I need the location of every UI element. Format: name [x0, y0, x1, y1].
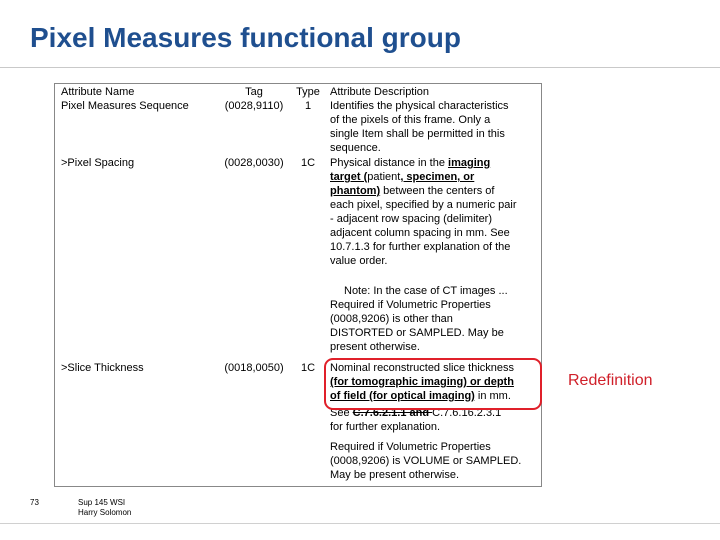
- attribute-table: [54, 83, 542, 487]
- row2-desc-text: Physical distance in the: [330, 157, 449, 169]
- row2-desc-line: each pixel, specified by a numeric pair: [330, 199, 517, 211]
- footer-line: Harry Solomon: [78, 508, 132, 517]
- row2-name: >Pixel Spacing: [61, 157, 135, 169]
- footer-line: Sup 145 WSI: [78, 498, 126, 507]
- header-tag: Tag: [245, 86, 263, 98]
- row3-type: 1C: [300, 362, 316, 374]
- footer-text: [78, 498, 131, 518]
- row2-desc-line: adjacent column spacing in mm. See: [330, 227, 510, 239]
- row3-desc-text: in mm.: [474, 390, 511, 402]
- row1-desc-line: Identifies the physical characteristics: [330, 100, 509, 112]
- row2-desc-text: between the centers of: [380, 185, 495, 197]
- row2-note-line: Note: In the case of CT images ...: [344, 285, 508, 297]
- row1-desc-line: sequence.: [330, 142, 381, 154]
- row3-tag: (0018,0050): [224, 362, 284, 374]
- row3-desc-line: Nominal reconstructed slice thickness: [330, 362, 515, 374]
- row1-desc-line: of the pixels of this frame. Only a: [330, 114, 491, 126]
- row2-desc-line: [330, 170, 540, 184]
- header-attribute-name: Attribute Name: [61, 86, 135, 98]
- row1-desc-line: single Item shall be permitted in this: [330, 128, 505, 140]
- row2-desc-line: [330, 184, 540, 198]
- row1-description: [330, 99, 540, 155]
- header-type: Type: [296, 86, 320, 98]
- row3-req-line: Required if Volumetric Properties: [330, 441, 491, 453]
- row2-tag: (0028,0030): [224, 157, 284, 169]
- footer-divider: [0, 523, 720, 524]
- row3-name: >Slice Thickness: [61, 362, 144, 374]
- row3-see-text: See: [330, 407, 353, 419]
- header-description: Attribute Description: [330, 86, 430, 98]
- row3-desc-line: for further explanation.: [330, 421, 441, 433]
- row2-desc-line: value order.: [330, 255, 388, 267]
- row3-desc-underlined: (for tomographic imaging) or depth: [330, 376, 514, 388]
- page-number: 73: [30, 498, 39, 507]
- row1-name: Pixel Measures Sequence: [61, 100, 189, 112]
- row2-desc-line: 10.7.1.3 for further explanation of the: [330, 241, 511, 253]
- row2-desc-line: [330, 156, 540, 170]
- row2-note-line: (0008,9206) is other than: [330, 313, 453, 325]
- row2-type: 1C: [300, 157, 316, 169]
- redefinition-callout: Redefinition: [568, 372, 653, 389]
- row2-desc-underlined: imaging: [448, 157, 491, 169]
- redefinition-highlight: [324, 358, 542, 410]
- title-divider: [0, 67, 720, 68]
- row2-desc-underlined: , specimen, or: [400, 171, 475, 183]
- row2-description: [330, 156, 540, 354]
- row3-req-line: May be present otherwise.: [330, 469, 460, 481]
- row1-tag: (0028,9110): [224, 100, 284, 112]
- row3-see-struck: C.7.6.2.1.1 and: [352, 407, 433, 419]
- row2-note-line: DISTORTED or SAMPLED. May be: [330, 327, 504, 339]
- row2-desc-underlined: target (: [330, 171, 368, 183]
- row2-note-line: present otherwise.: [330, 341, 420, 353]
- row2-desc-underlined: phantom): [330, 185, 381, 197]
- row3-desc-underlined: of field (for optical imaging): [330, 390, 475, 402]
- row2-desc-text: patient: [367, 171, 401, 183]
- row3-req-line: (0008,9206) is VOLUME or SAMPLED.: [330, 455, 522, 467]
- row1-type: 1: [304, 100, 312, 112]
- row2-desc-line: - adjacent row spacing (delimiter): [330, 213, 493, 225]
- row2-note-line: Required if Volumetric Properties: [330, 299, 491, 311]
- row3-see-ref: C.7.6.16.2.3.1: [432, 407, 502, 419]
- slide-title: Pixel Measures functional group: [30, 22, 461, 53]
- row2-spacer: [330, 268, 540, 284]
